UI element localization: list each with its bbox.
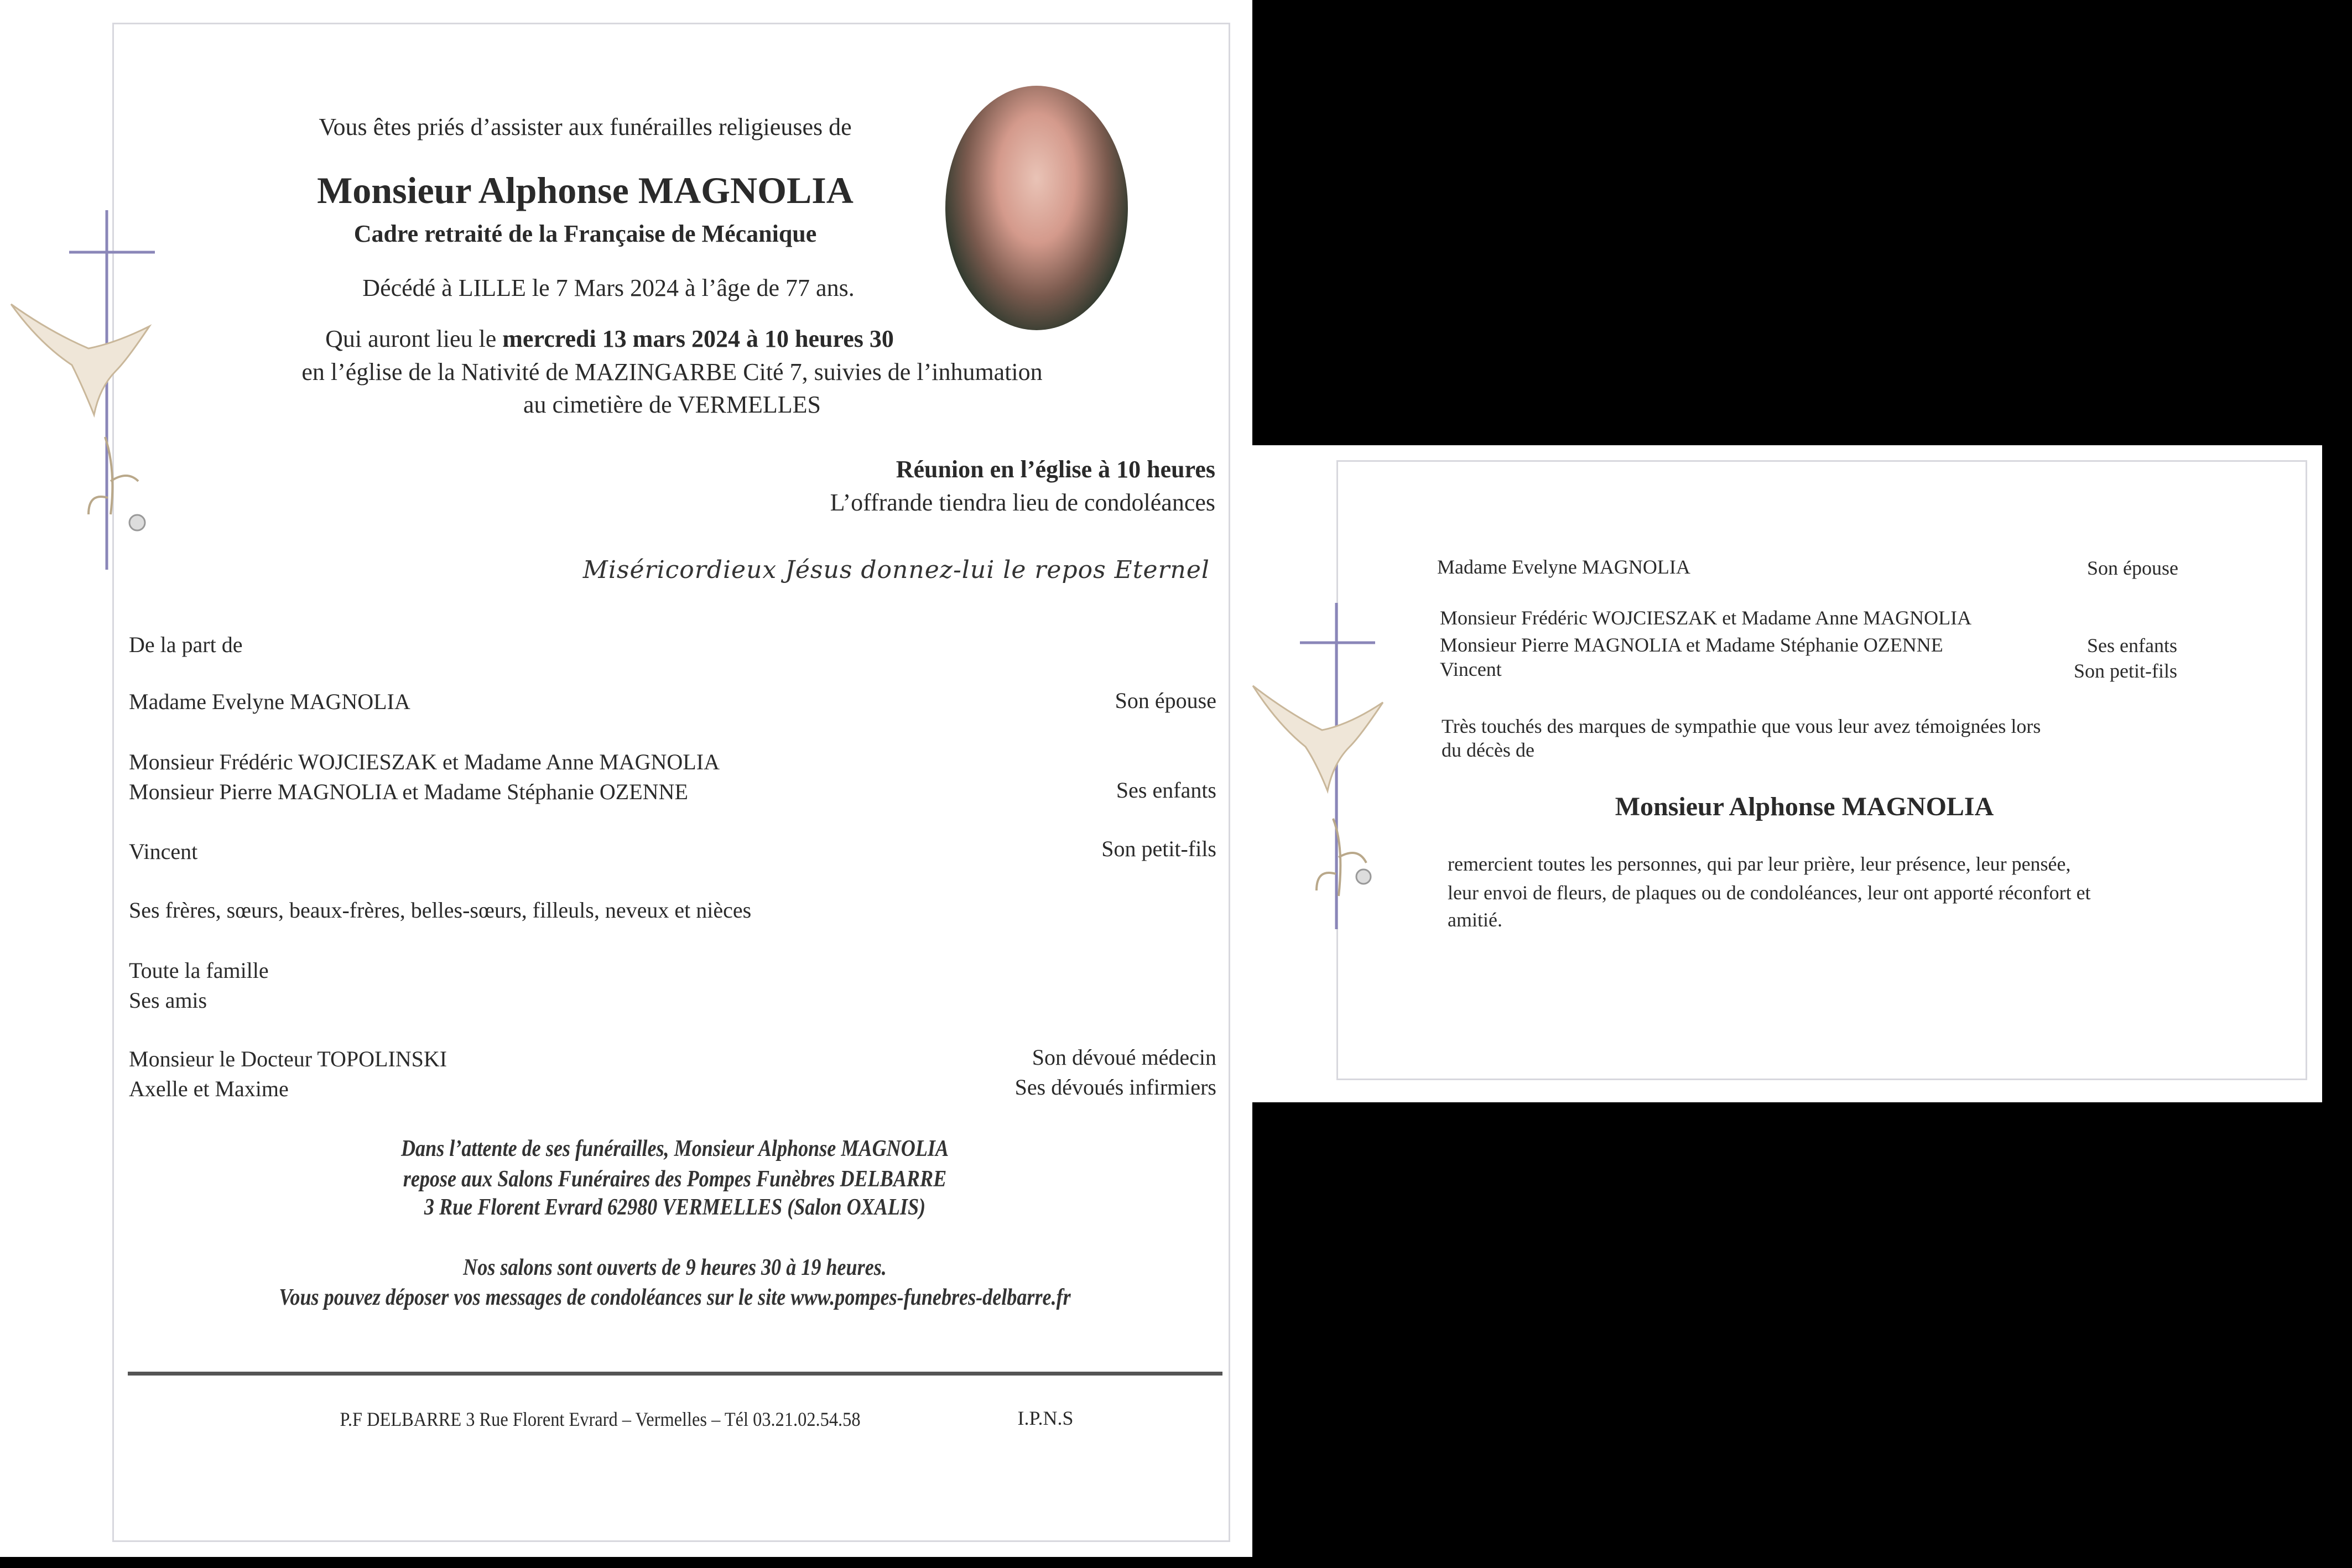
family-member: Monsieur le Docteur TOPOLINSKI (129, 1046, 447, 1071)
invitation-text: Vous êtes priés d’assister aux funérailles religieuses de (319, 113, 852, 140)
rest-line: repose aux Salons Funéraires des Pompes Funèbres DELBARRE (403, 1166, 947, 1192)
offering-note: L’offrande tiendra lieu de condoléances (830, 489, 1215, 516)
thanks-family-member: Monsieur Frédéric WOJCIESZAK et Madame Anne MAGNOLIA (1440, 607, 1972, 629)
thanks-deceased-name: Monsieur Alphonse MAGNOLIA (1615, 792, 1994, 821)
thanks-body: remercient toutes les personnes, qui par leur prière, leur présence, leur pensée, (1448, 853, 2071, 875)
family-relation: Ses enfants (1116, 778, 1216, 803)
thanks-family-member: Madame Evelyne MAGNOLIA (1437, 556, 1690, 578)
family-relation: Son petit-fils (1101, 836, 1216, 861)
meeting-time: Réunion en l’église à 10 heures (896, 456, 1215, 483)
church-line: en l’église de la Nativité de MAZINGARBE Cité 7, suivies de l’inhumation (301, 358, 1043, 386)
family-member: Ses frères, sœurs, beaux-frères, belles-sœurs, filleuls, neveux et nièces (129, 898, 752, 923)
thanks-family-member: Vincent (1440, 658, 1502, 680)
thanks-intro: du décès de (1442, 739, 1534, 761)
rest-line: 3 Rue Florent Evrard 62980 VERMELLES (Salon OXALIS) (424, 1195, 926, 1220)
family-member: Toute la famille (129, 958, 269, 983)
family-relation: Ses dévoués infirmiers (1014, 1075, 1216, 1100)
cross-dove-decoration-icon (1250, 597, 1416, 940)
death-info: Décédé à LILLE le 7 Mars 2024 à l’âge de 77 ans. (362, 274, 855, 301)
thanks-family-relation: Ses enfants (2087, 634, 2177, 657)
family-relation: Son dévoué médecin (1032, 1045, 1216, 1070)
deceased-portrait (945, 86, 1128, 330)
rest-line: Dans l’attente de ses funérailles, Monsieur Alphonse MAGNOLIA (400, 1136, 949, 1161)
opening-hours: Nos salons sont ouverts de 9 heures 30 à 19 heures. (463, 1255, 887, 1280)
footer-address: P.F DELBARRE 3 Rue Florent Evrard – Vermelles – Tél 03.21.02.54.58 (340, 1408, 861, 1430)
footer-ipns: I.P.N.S (1017, 1407, 1074, 1429)
occupation: Cadre retraité de la Française de Mécanique (353, 220, 817, 247)
thanks-body: amitié. (1448, 909, 1502, 931)
thanks-family-relation: Son épouse (2087, 557, 2178, 579)
thanks-family-relation: Son petit-fils (2074, 660, 2177, 682)
family-member: Axelle et Maxime (129, 1076, 289, 1101)
thanks-family-member: Monsieur Pierre MAGNOLIA et Madame Stéphanie OZENNE (1440, 634, 1943, 656)
thanks-intro: Très touchés des marques de sympathie que vous leur avez témoignées lors (1442, 715, 2041, 737)
ceremony-date: mercredi 13 mars 2024 à 10 heures 30 (502, 325, 894, 352)
thanks-card-border (1336, 460, 2307, 1080)
from-label: De la part de (129, 632, 243, 657)
ceremony-prefix: Qui auront lieu le (325, 325, 503, 352)
family-member: Ses amis (129, 988, 207, 1013)
cross-dove-decoration-icon (6, 205, 171, 592)
prayer-line: Miséricordieux Jésus donnez-lui le repos Eternel (582, 556, 1210, 584)
family-member: Monsieur Frédéric WOJCIESZAK et Madame Anne MAGNOLIA (129, 749, 720, 774)
family-member: Monsieur Pierre MAGNOLIA et Madame Stéphanie OZENNE (129, 779, 688, 804)
family-member: Madame Evelyne MAGNOLIA (129, 689, 410, 714)
ceremony-line (325, 327, 894, 351)
cemetery-line: au cimetière de VERMELLES (523, 391, 821, 418)
family-relation: Son épouse (1115, 688, 1216, 713)
deceased-name: Monsieur Alphonse MAGNOLIA (317, 169, 854, 211)
family-member: Vincent (129, 839, 198, 864)
website-line: Vous pouvez déposer vos messages de condoléances sur le site www.pompes-funebres-delbarre.fr (279, 1285, 1071, 1310)
footer-divider (128, 1372, 1222, 1376)
thanks-body: leur envoi de fleurs, de plaques ou de condoléances, leur ont apporté réconfort et (1448, 882, 2091, 904)
